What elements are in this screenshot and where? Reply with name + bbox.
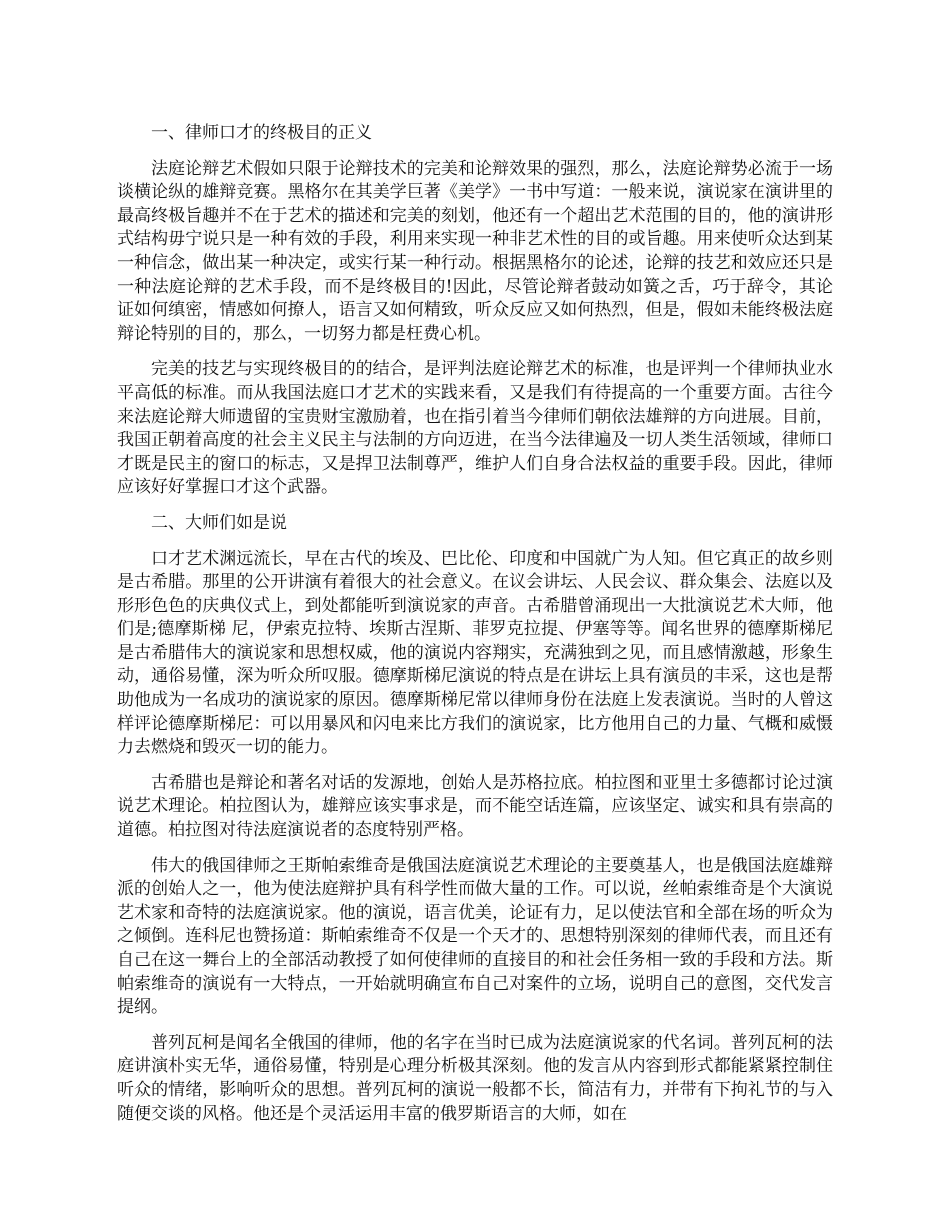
paragraph: 普列瓦柯是闻名全俄国的律师，他的名字在当时已成为法庭演说家的代名词。普列瓦柯的法庭讲演朴实无华，通俗易懂，特别是心理分析极其深刻。他的发言从内容到形式都能紧紧控制住听众的情绪，影响听众的思想。普列瓦柯的演说一般都不长，简洁有力，并带有下拘礼节的与入随便交谈的风格。他还是个灵活运用丰富的俄罗斯语言的大师，如在 [117, 1032, 833, 1124]
document-page [117, 122, 833, 1138]
section-heading-2: 二、大师们如是说 [151, 512, 287, 533]
paragraph: 伟大的俄国律师之王斯帕索维奇是俄国法庭演说艺术理论的主要奠基人，也是俄国法庭雄辩派的创始人之一，他为使法庭辩护具有科学性而做大量的工作。可以说，丝帕索维奇是个大演说艺术家和奇特的法庭演说家。他的演说，语言优美，论证有力，足以使法官和全部在场的听众为之倾倒。连科尼也赞扬道：斯帕索维奇不仅是一个天才的、思想特别深刻的律师代表，而且还有自己在这一舞台上的全部活动教授了如何使律师的直接目的和社会任务相一致的手段和方法。斯帕索维奇的演说有一大特点，一开始就明确宣布自己对案件的立场，说明自己的意图，交代发言提纲。 [117, 855, 833, 1018]
paragraph: 古希腊也是辩论和著名对话的发源地，创始人是苏格拉底。柏拉图和亚里士多德都讨论过演说艺术理论。柏拉图认为，雄辩应该实事求是，而不能空话连篇，应该坚定、诚实和具有崇高的道德。柏拉图对待法庭演说者的态度特别严格。 [117, 772, 833, 841]
section-heading-1: 一、律师口才的终极目的正义 [151, 123, 372, 143]
paragraph: 法庭论辩艺术假如只限于论辩技术的完美和论辩效果的强烈，那么，法庭论辩势必流于一场谈横论纵的雄辩竞赛。黑格尔在其美学巨著《美学》一书中写道：一般来说，演说家在演讲里的最高终极旨趣并不在于艺术的描述和完美的刻划，他还有一个超出艺术范围的目的，他的演讲形式结构毋宁说只是一种有效的手段，利用来实现一种非艺术性的目的或旨趣。用来使听众达到某一种信念，做出某一种决定，或实行某一种行动。根据黑格尔的论述，论辩的技艺和效应还只是一种法庭论辩的艺术手段，而不是终极目的!因此，尽管论辩者鼓动如簧之舌，巧于辞令，其论证如何缜密，情感如何撩人，语言又如何精致，听众反应又如何热烈，但是，假如未能终极法庭辩论特别的目的，那么，一切努力都是枉费心机。 [117, 158, 833, 344]
paragraph: 完美的技艺与实现终极目的的结合，是评判法庭论辩艺术的标准，也是评判一个律师执业水平高低的标准。而从我国法庭口才艺术的实践来看，又是我们有待提高的一个重要方面。古往今来法庭论辩大师遗留的宝贵财宝激励着，也在指引着当今律师们朝依法雄辩的方向进展。目前，我国正朝着高度的社会主义民主与法制的方向迈进，在当今法律遍及一切人类生活领域，律师口才既是民主的窗口的标志，又是捍卫法制尊严，维护人们自身合法权益的重要手段。因此，律师应该好好掌握口才这个武器。 [117, 359, 833, 498]
paragraph: 口才艺术渊远流长，早在古代的埃及、巴比伦、印度和中国就广为人知。但它真正的故乡则是古希腊。那里的公开讲演有着很大的社会意义。在议会讲坛、人民会议、群众集会、法庭以及形形色色的庆典仪式上，到处都能听到演说家的声音。古希腊曾涌现出一大批演说艺术大师，他们是;德摩斯梯 尼，伊索克拉特、埃斯古涅斯、菲罗克拉提、伊塞等等。闻名世界的德摩斯梯尼是古希腊伟大的演说家和思想权威，他的演说内容翔实，充满独到之见，而且感情激越，形象生动，通俗易懂，深为听众所叹服。德摩斯梯尼演说的特点是在讲坛上具有演员的丰采，这也是帮助他成为一名成功的演说家的原因。德摩斯梯尼常以律师身份在法庭上发表演说。当时的人曾这样评论德摩斯梯尼：可以用暴风和闪电来比方我们的演说家，比方他用自己的力量、气概和威慑力去燃烧和毁灭一切的能力。 [117, 548, 833, 758]
